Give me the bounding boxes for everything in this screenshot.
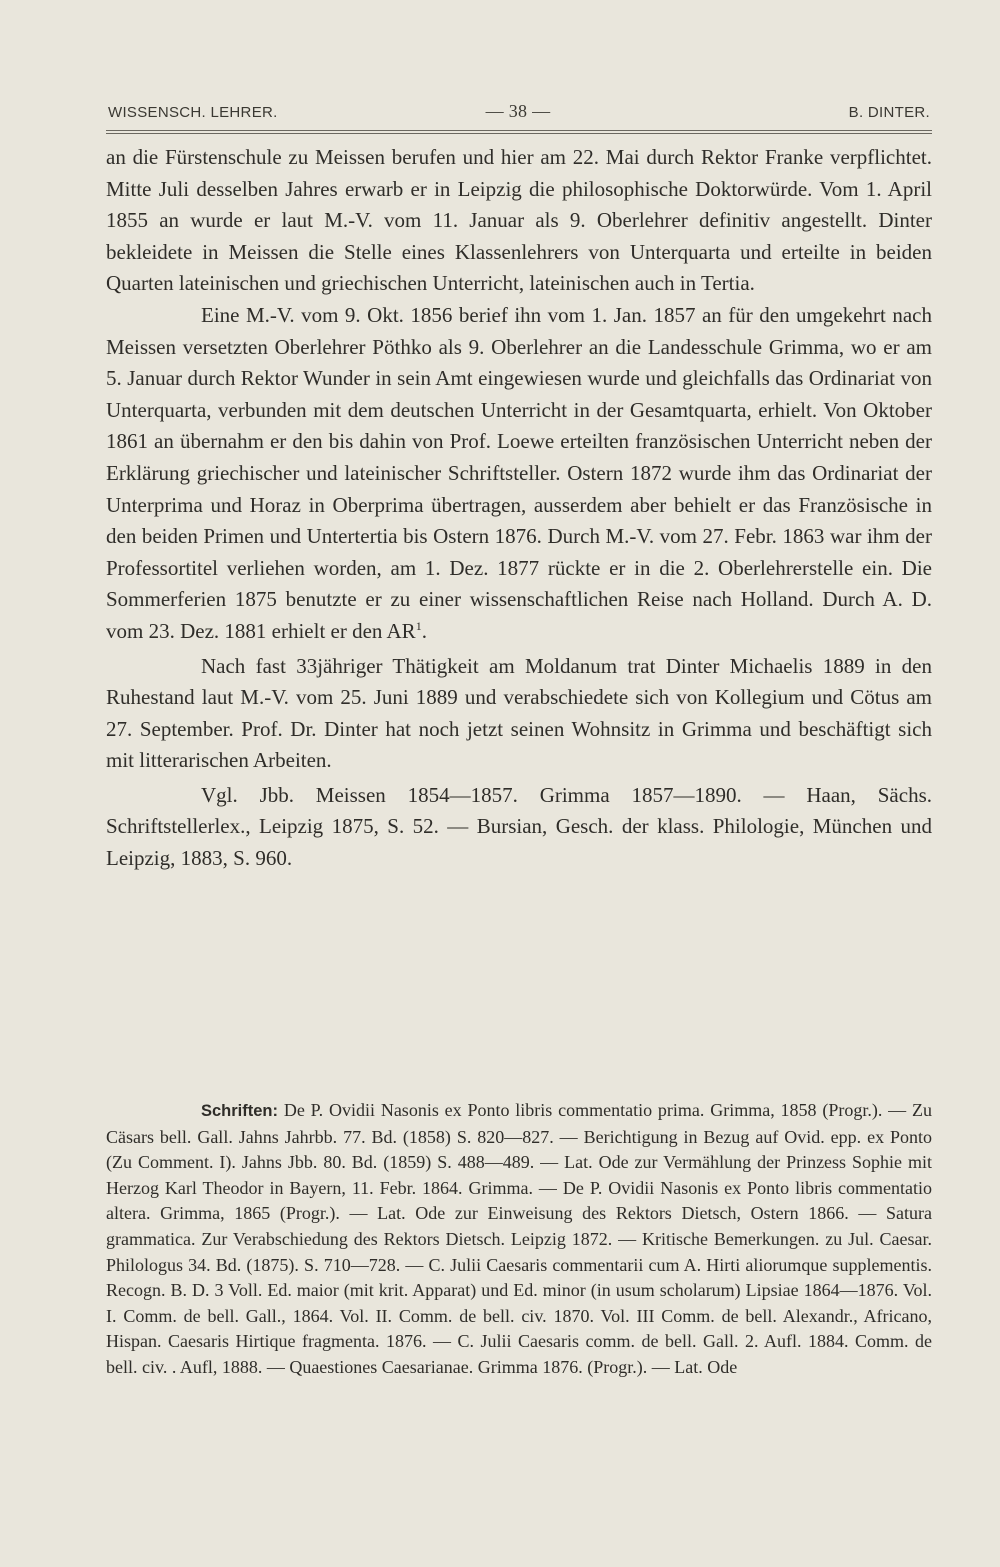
paragraph-3: Nach fast 33jähriger Thätigkeit am Moldanum trat Dinter Michaelis 1889 in den Ruhestand laut M.-V. vom 25. Juni 1889 und verabschiedete sich von Kollegium und Cötus am 27. September. Prof. Dr. Dinter hat noch jetzt seinen Wohnsitz in Grimma und beschäftigt sich mit litterarischen Arbeiten. xyxy=(106,653,932,773)
publications-label: Schriften: xyxy=(201,1102,279,1120)
header-double-rule xyxy=(106,130,932,134)
publications-paragraph xyxy=(106,1098,932,1381)
footnote-marker: 1 xyxy=(415,618,422,633)
running-head xyxy=(108,101,930,128)
publications-list xyxy=(106,1098,932,1381)
paragraph-2 xyxy=(106,300,932,648)
references-paragraph: Vgl. Jbb. Meissen 1854—1857. Grimma 1857—1890. — Haan, Sächs. Schriftstellerlex., Leipzig 1875, S. 52. — Bursian, Gesch. der klass. Philologie, München und Leipzig, 1883, S. 960. xyxy=(106,782,932,871)
paragraph-2-end: . xyxy=(421,618,427,643)
page-number: — 38 — xyxy=(485,101,551,121)
publications-text: De P. Ovidii Nasonis ex Ponto libris commentatio prima. Grimma, 1858 (Progr.). — Zu Cäsars bell. Gall. Jahns Jahrbb. 77. Bd. (1858) S. 820—827. — Berichtigung in Bezug auf Ovid. epp. ex Ponto (Zu Comment. I). Jahns Jbb. 80. Bd. (1859) S. 488—489. — Lat. Ode zur Vermählung der Prinzess Sophie mit Herzog Karl Theodor in Bayern, 11. Febr. 1864. Grimma. — De P. Ovidii Nasonis ex Ponto libris commentatio altera. Grimma, 1865 (Progr.). — Lat. Ode zur Einweisung des Rektors Dietsch, Ostern 1866. — Satura grammatica. Zur Verabschiedung des Rektors Dietsch. Leipzig 1872. — Kritische Bemerkungen. zu Jul. Caesar. Philologus 34. Bd. (1875). S. 710—728. — C. Julii Caesaris commentarii cum A. Hirti aliorumque supplementis. Recogn. B. D. 3 Voll. Ed. maior (mit krit. Apparat) und Ed. minor (in usum scholarum) Lipsiae 1864—1876. Vol. I. Comm. de bell. Gall., 1864. Vol. II. Comm. de bell. civ. 1870. Vol. III Comm. de bell. Alexandr., Africano, Hispan. Caesaris Hirtique fragmenta. 1876. — C. Julii Caesaris comm. de bell. Gall. 2. Aufl. 1884. Comm. de bell. civ. . Aufl, 1888. — Quaestiones Caesarianae. Grimma 1876. (Progr.). — Lat. Ode xyxy=(106,1100,932,1377)
paragraph-2-text: Eine M.-V. vom 9. Okt. 1856 berief ihn vom 1. Jan. 1857 an für den umgekehrt nach Meissen versetzten Oberlehrer Pöthko als 9. Oberlehrer an die Landesschule Grimma, wo er am 5. Januar durch Rektor Wunder in sein Amt eingewiesen wurde und gleichfalls das Ordinariat von Unterquarta, verbunden mit dem deutschen Unterricht in der Gesamtquarta, erhielt. Von Oktober 1861 an übernahm er den bis dahin von Prof. Loewe erteilten französischen Unterricht neben der Erklärung griechischer und lateinischer Schriftsteller. Ostern 1872 wurde ihm das Ordinariat der Unterprima und Horaz in Oberprima übertragen, ausserdem aber behielt er das Französische in den beiden Primen und Untertertia bis Ostern 1876. Durch M.-V. vom 27. Febr. 1863 war ihm der Professortitel verliehen worden, am 1. Dez. 1877 rückte er in die 2. Oberlehrerstelle ein. Die Sommerferien 1875 benutzte er zu einer wissenschaftlichen Reise nach Holland. Durch A. D. vom 23. Dez. 1881 erhielt er den AR xyxy=(106,302,932,643)
paragraph-1: an die Fürstenschule zu Meissen berufen und hier am 22. Mai durch Rektor Franke verpflichtet. Mitte Juli desselben Jahres erwarb er in Leipzig die philosophische Doktorwürde. Vom 1. April 1855 an wurde er laut M.-V. vom 11. Januar als 9. Oberlehrer definitiv angestellt. Dinter bekleidete in Meissen die Stelle eines Klassenlehrers von Unterquarta und erteilte in beiden Quarten lateinischen und griechischen Unterricht, lateinischen auch in Tertia. xyxy=(106,145,932,296)
running-head-section: WISSENSCH. LEHRER. xyxy=(108,104,278,121)
main-text xyxy=(106,142,932,875)
running-head-author: B. DINTER. xyxy=(848,104,930,121)
